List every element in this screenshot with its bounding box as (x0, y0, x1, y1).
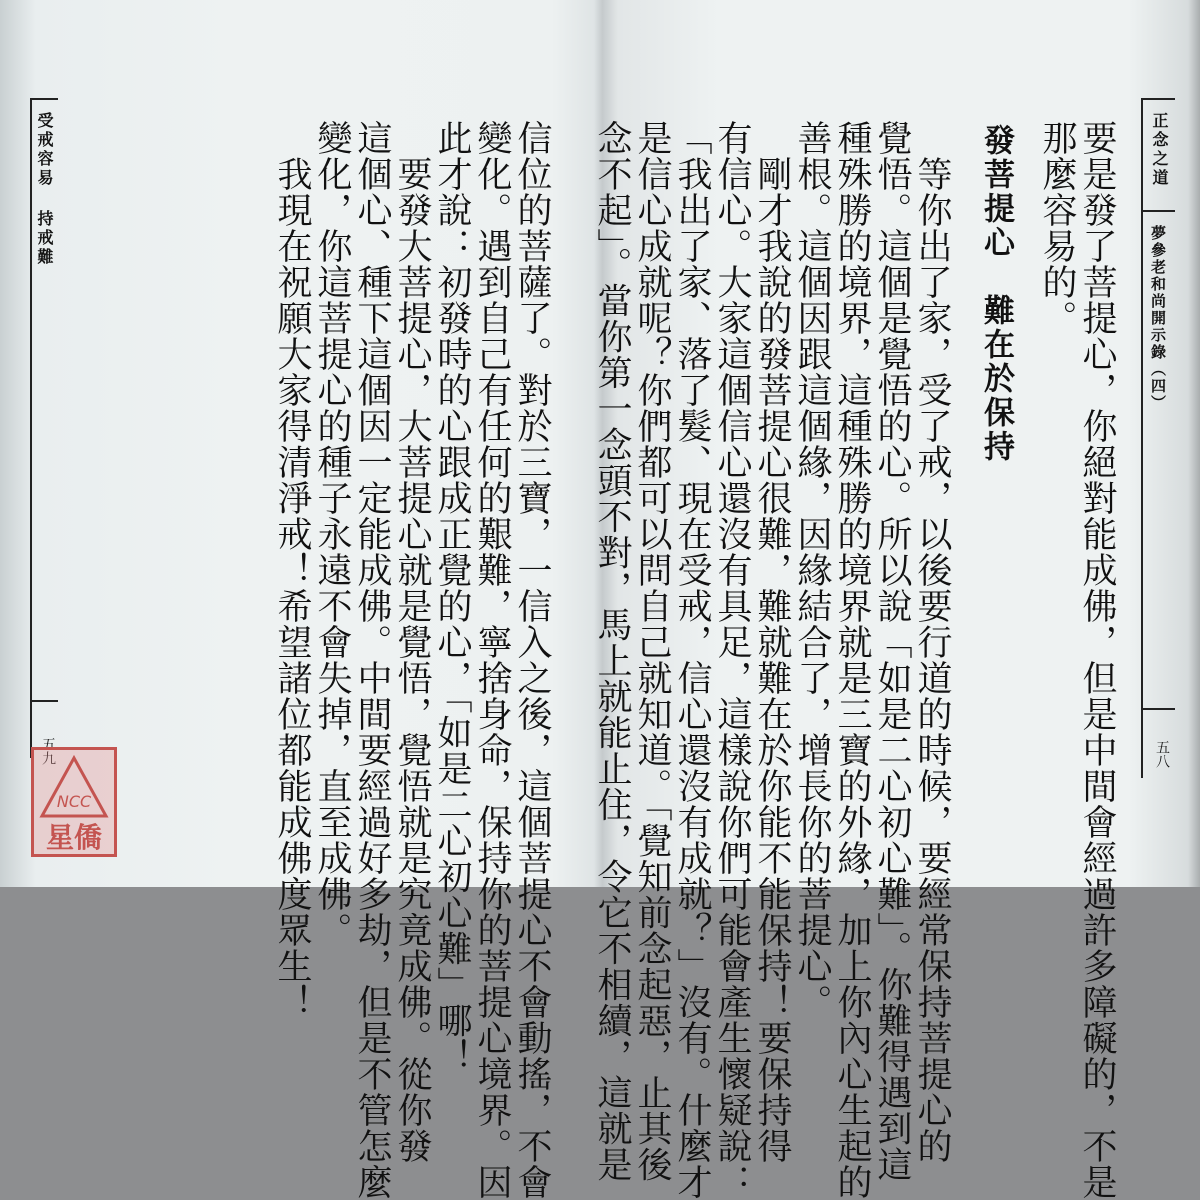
running-header-right: 正念之道 (1150, 112, 1169, 188)
right-margin-rule (1141, 98, 1143, 778)
ncc-stamp-logo (31, 747, 117, 857)
text-column: 信位的菩薩了。對於三寶，一信入之後，這個菩提心不會動搖，不會 (512, 120, 552, 1200)
text-column: 種殊勝的境界，這種殊勝的境界就是三寶的外緣，加上你內心生起的 (832, 120, 872, 1200)
section-heading: 發菩提心 難在於保持 (978, 124, 1014, 464)
text-column: 是信心成就呢？你們都可以問自己就知道。「覺知前念起惡，止其後 (632, 120, 672, 1183)
text-column: 善根。這個因跟這個緣，因緣結合了，增長你的菩提心。 (792, 120, 832, 1020)
right-rule-mid (1141, 210, 1175, 212)
text-column: 有信心。大家這個信心還沒有具足，這樣說你們可能會產生懷疑說： (712, 120, 752, 1200)
stamp-bottom-text: 星僑 (45, 821, 102, 854)
page-number-left: 五九 (40, 737, 56, 765)
text-column: 這個心、種下這個因一定能成佛。中間要經過好多劫，但是不管怎麼 (352, 120, 392, 1200)
left-rule-top (30, 98, 58, 100)
running-subheader-right: 夢參老和尚開示錄（四） (1149, 225, 1167, 412)
text-column: 要是發了菩提心，你絕對能成佛，但是中間會經過許多障礙的，不是 (1077, 120, 1117, 1200)
text-column: 變化，你這菩提心的種子永遠不會失掉，直至成佛。 (312, 120, 352, 948)
text-column: 等你出了家，受了戒，以後要行道的時候，要經常保持菩提心的 (912, 120, 952, 1164)
text-column: 此才說：初發時的心跟成正覺的心，「如是二心初心難」哪！ (432, 120, 472, 1075)
text-column: 剛才我說的發菩提心很難，難就難在於你能不能保持！要保持得 (752, 120, 792, 1164)
text-column: 那麼容易的。 (1037, 120, 1077, 336)
left-rule-bottom (30, 700, 58, 702)
text-column: 「我出了家、落了髮、現在受戒，信心還沒有成就？」沒有。什麼才 (672, 120, 712, 1200)
text-column: 變化。遇到自己有任何的艱難，寧捨身命，保持你的菩提心境界。因 (472, 120, 512, 1200)
text-column: 覺悟。這個是覺悟的心。所以說「如是二心初心難」。你難得遇到這 (872, 120, 912, 1183)
text-column: 念不起」。當你第一念頭不對，馬上就能止住，令它不相續，這就是 (592, 120, 632, 1183)
running-header-left: 受戒容易 持戒難 (35, 112, 54, 267)
left-margin-rule (30, 98, 32, 758)
page-number-right: 五八 (1154, 740, 1170, 768)
text-column: 我現在祝願大家得清淨戒！希望諸位都能成佛度眾生！ (272, 120, 312, 1020)
stamp-top-text: NCC (56, 792, 92, 811)
right-rule-top (1141, 98, 1175, 100)
text-column: 要發大菩提心，大菩提心就是覺悟，覺悟就是究竟成佛。從你發 (392, 120, 432, 1164)
right-rule-bottom (1141, 708, 1175, 710)
